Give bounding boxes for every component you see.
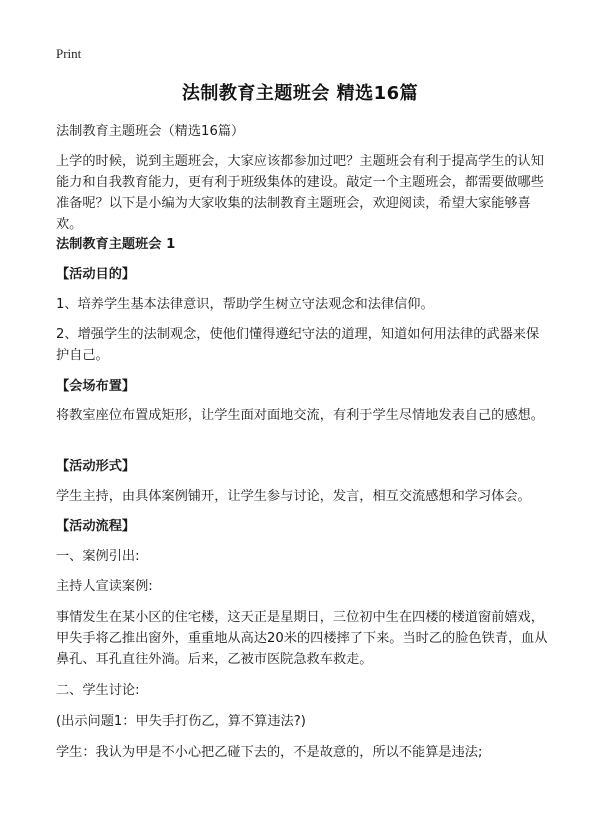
format-heading: 【活动形式】 [56,459,136,474]
print-label: Print [56,46,82,61]
document-title: 法制教育主题班会 精选16篇 [181,83,419,104]
intro-paragraph: 上学的时候，说到主题班会，大家应该都参加过吧？主题班会有利于提高学生的认知能力和自我教育能力，更有利于班级集体的建设。敲定一个主题班会，都需要做哪些准备呢？以下是小编为大家收集的法制教育主题班会，欢迎阅读，希望大家能够喜欢。 [56,154,544,232]
goal-item-2: 2、增强学生的法制观念，使他们懂得遵纪守法的道理，知道如何用法律的武器来保护自己。 [56,327,540,363]
goal-heading: 【活动目的】 [56,267,136,282]
case-intro: 一、案例引出: [56,549,140,564]
venue-paragraph: 将教室座位布置成矩形，让学生面对面地交流，有利于学生尽情地发表自己的感想。 [56,408,544,423]
process-heading: 【活动流程】 [56,519,136,534]
subtitle: 法制教育主题班会（精选16篇） [56,124,245,139]
host-reads: 主持人宣读案例: [56,579,153,594]
venue-heading: 【会场布置】 [56,379,136,394]
format-paragraph: 学生主持，由具体案例铺开，让学生参与讨论，发言，相互交流感想和学习体会。 [56,489,531,504]
case-paragraph: 事情发生在某小区的住宅楼，这天正是星期日，三位初中生在四楼的楼道窗前嬉戏，甲失手将乙推出窗外，重重地从高达20米的四楼摔了下来。当时乙的脸色铁青，血从鼻孔、耳孔直往外淌。后来，乙被市医院急救车救走。 [56,610,548,667]
student-answer: 学生：我认为甲是不小心把乙碰下去的，不是故意的，所以不能算是违法; [56,745,483,760]
goal-item-1: 1、培养学生基本法律意识，帮助学生树立守法观念和法律信仰。 [56,297,434,312]
discussion-heading: 二、学生讨论: [56,683,140,698]
question-1: (出示问题1：甲失手打伤乙，算不算违法?) [56,714,306,729]
section-title: 法制教育主题班会 1 [56,237,176,252]
